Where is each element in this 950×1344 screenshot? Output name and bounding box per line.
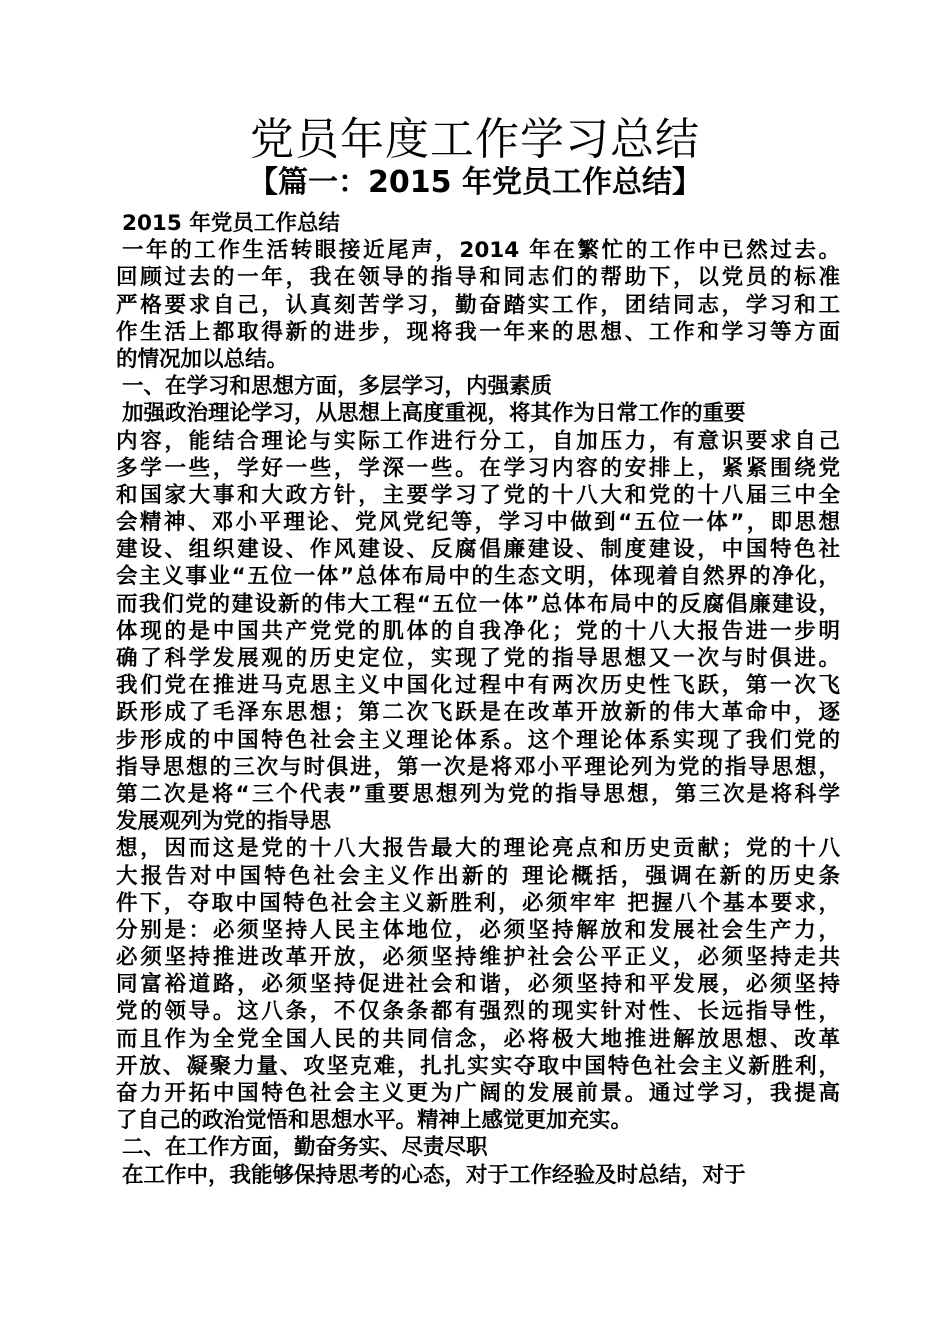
text-line: 同富裕道路，必须坚持促进社会和谐，必须坚持和平发展，必须坚持 <box>116 972 840 998</box>
text-line: 跃形成了毛泽东思想；第二次飞跃是在改革开放新的伟大革命中，逐 <box>116 700 840 726</box>
text-line: 作生活上都取得新的进步，现将我一年来的思想、工作和学习等方面 <box>116 319 840 345</box>
text-line: 开放、凝聚力量、攻坚克难，扎扎实实夺取中国特色社会主义新胜利， <box>116 1053 840 1079</box>
text-line: 确了科学发展观的历史定位，实现了党的指导思想又一次与时俱进。 <box>116 646 840 671</box>
text-line: 在工作中，我能够保持思考的心态，对于工作经验及时总结，对于 <box>122 1162 746 1188</box>
text-line: 发展观列为党的指导思 <box>116 809 332 835</box>
text-line: 步形成的中国特色社会主义理论体系。这个理论体系实现了我们党的 <box>116 727 840 753</box>
text-line: 件下，夺取中国特色社会主义新胜利，必须牢牢 把握八个基本要求， <box>116 890 840 916</box>
text-line: 二、在工作方面，勤奋务实、尽责尽职 <box>122 1135 488 1161</box>
text-line: 第二次是将“三个代表”重要思想列为党的指导思想，第三次是将科学 <box>116 781 840 807</box>
text-line: 会主义事业“五位一体”总体布局中的生态文明，体现着自然界的净化， <box>116 564 840 590</box>
text-line: 体现的是中国共产党党的肌体的自我净化；党的十八大报告进一步明 <box>116 618 840 644</box>
document-subtitle: 【篇一：2015 年党员工作总结】 <box>248 165 702 200</box>
text-line: 的情况加以总结。 <box>116 346 289 372</box>
text-line: 加强政治理论学习，从思想上高度重视，将其作为日常工作的重要 <box>122 401 746 427</box>
text-line: 党的领导。这八条，不仅条条都有强烈的现实针对性、长远指导性， <box>116 999 840 1025</box>
document-body <box>116 210 840 1189</box>
text-line: 而且作为全党全国人民的共同信念，必将极大地推进解放思想、改革 <box>116 1026 840 1052</box>
text-line: 而我们党的建设新的伟大工程“五位一体”总体布局中的反腐倡廉建设， <box>116 591 840 617</box>
text-line: 严格要求自己，认真刻苦学习，勤奋踏实工作，团结同志，学习和工 <box>116 292 840 318</box>
text-line: 我们党在推进马克思主义中国化过程中有两次历史性飞跃，第一次飞 <box>116 673 840 699</box>
text-line: 内容，能结合理论与实际工作进行分工，自加压力，有意识要求自己 <box>116 428 840 454</box>
text-line: 指导思想的三次与时俱进，第一次是将邓小平理论列为党的指导思想， <box>116 754 840 780</box>
text-line: 和国家大事和大政方针，主要学习了党的十八大和党的十八届三中全 <box>116 482 840 508</box>
text-line: 建设、组织建设、作风建设、反腐倡廉建设、制度建设，中国特色社 <box>116 537 840 563</box>
document-title: 党员年度工作学习总结 <box>250 114 700 165</box>
text-line: 分别是：必须坚持人民主体地位，必须坚持解放和发展社会生产力， <box>116 917 840 943</box>
text-line: 多学一些，学好一些，学深一些。在学习内容的安排上，紧紧围绕党 <box>116 455 840 481</box>
text-line: 一年的工作生活转眼接近尾声，2014 年在繁忙的工作中已然过去。 <box>122 238 840 264</box>
text-line: 想，因而这是党的十八大报告最大的理论亮点和历史贡献；党的十八 <box>116 836 840 862</box>
text-line: 奋力开拓中国特色社会主义更为广阔的发展前景。通过学习，我提高 <box>116 1081 840 1106</box>
text-line: 大报告对中国特色社会主义作出新的 理论概括，强调在新的历史条 <box>116 863 840 889</box>
text-line: 必须坚持推进改革开放，必须坚持维护社会公平正义，必须坚持走共 <box>116 945 840 971</box>
text-line: 会精神、邓小平理论、党风党纪等，学习中做到“五位一体”，即思想 <box>116 510 840 536</box>
text-line: 2015 年党员工作总结 <box>122 211 340 236</box>
text-line: 一、在学习和思想方面，多层学习，内强素质 <box>122 374 553 400</box>
text-line: 回顾过去的一年，我在领导的指导和同志们的帮助下，以党员的标准 <box>116 265 840 291</box>
text-line: 了自己的政治觉悟和思想水平。精神上感觉更加充实。 <box>116 1108 633 1134</box>
